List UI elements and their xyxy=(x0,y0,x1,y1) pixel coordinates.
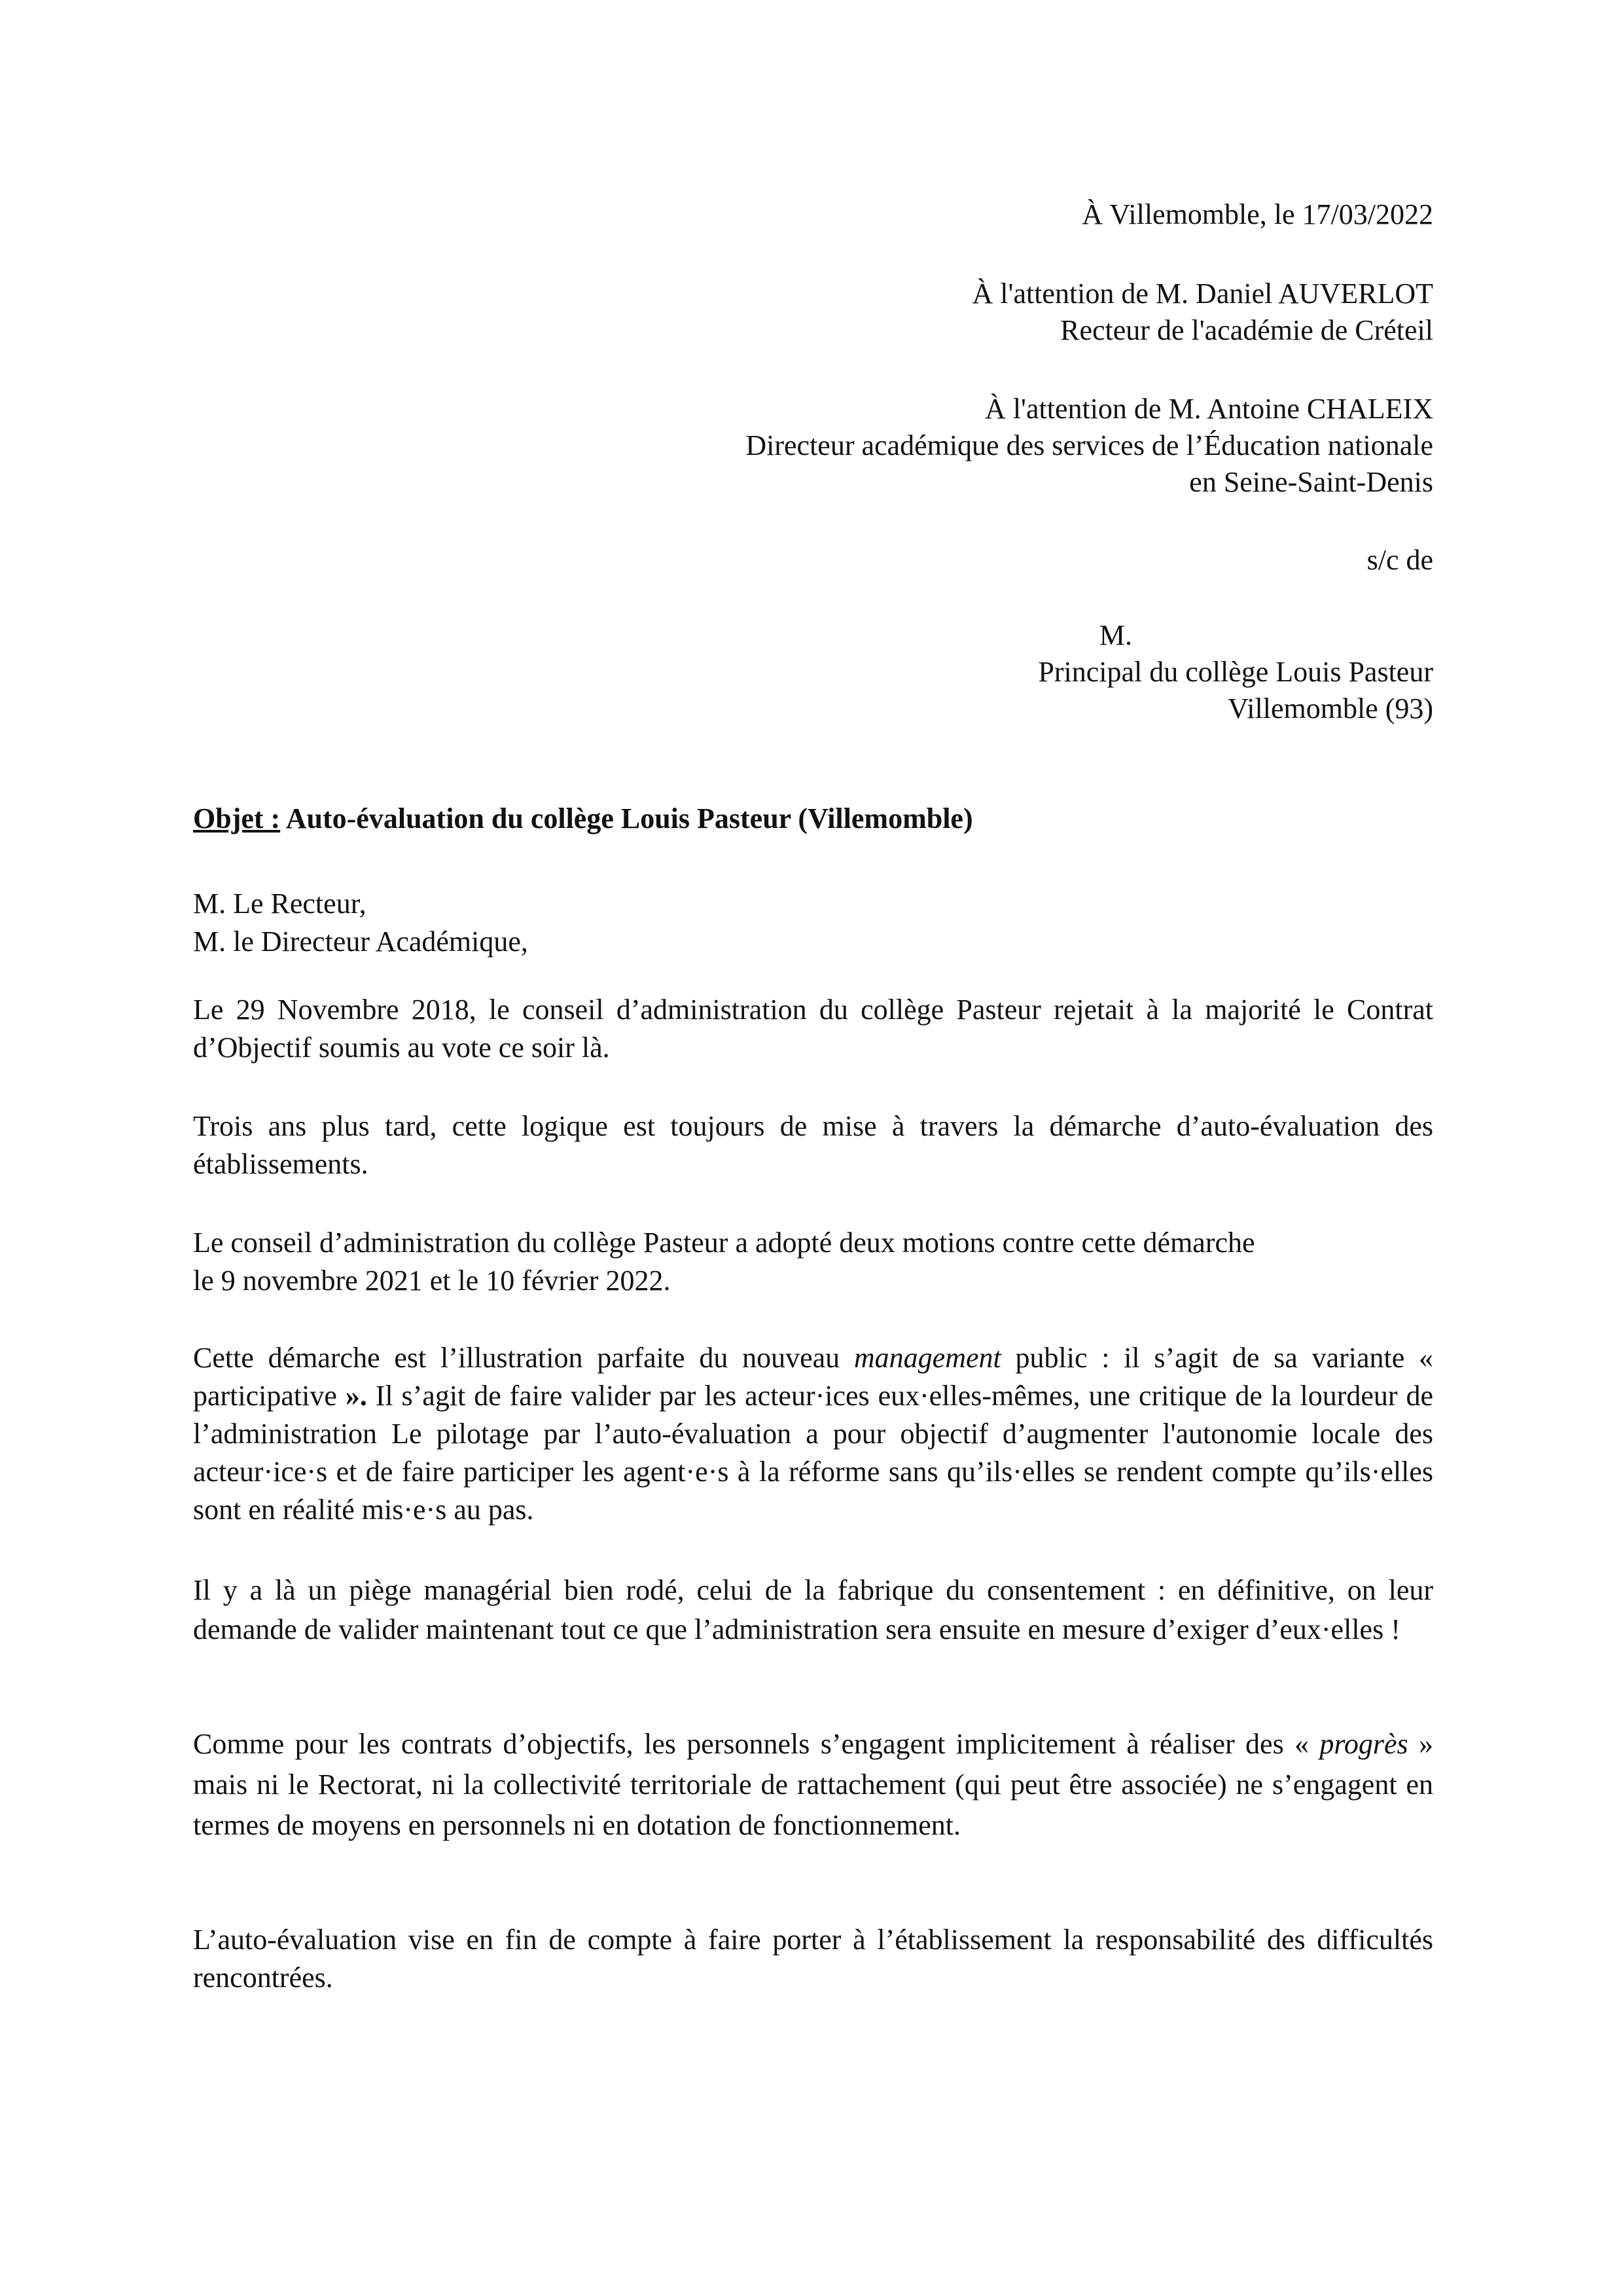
recipient-principal-line2: Principal du collège Louis Pasteur xyxy=(1038,656,1433,688)
paragraph-4-part-c: Il s’agit de faire valider par les acteur·ices eux·elles-mêmes, une critique de la lourdeur de l’administration Le pilotage par l’auto-évaluation a pour objectif d’augmenter l'autonomie locale des acteur·ice·s et de faire participer les agent·e·s à la réforme sans qu’ils·elles se rendent compte qu’ils·elles sont en réalité mis·e·s au pas. xyxy=(193,1380,1433,1526)
recipient-dasen xyxy=(745,391,1433,501)
paragraph-5: Il y a là un piège managérial bien rodé, celui de la fabrique du consentement : en définitive, on leur demande de valider maintenant tout ce que l’administration sera ensuite en mesure d’exiger d’eux·elles ! xyxy=(193,1574,1433,1645)
object-text: Auto-évaluation du collège Louis Pasteur (Villemomble) xyxy=(280,802,973,834)
sc-de xyxy=(1367,542,1433,579)
recipient-dasen-line3: en Seine-Saint-Denis xyxy=(1189,466,1433,498)
recipient-rector xyxy=(972,276,1433,349)
recipient-principal-line3: Villemomble (93) xyxy=(1228,692,1433,725)
paragraph-6-part-b: » mais ni le Rectorat, ni la collectivité territoriale de rattachement (qui peut être associée) ne s’engagent en termes de moyens en personnels ni en dotation de fonctionnement. xyxy=(193,1728,1433,1841)
paragraph-2: Trois ans plus tard, cette logique est toujours de mise à travers la démarche d’auto-évaluation des établissements. xyxy=(193,1110,1433,1180)
object-label: Objet : xyxy=(193,802,281,834)
salutation-line1: M. Le Recteur, xyxy=(193,888,366,920)
paragraph-6-emphasis: progrès xyxy=(1319,1728,1408,1760)
recipient-dasen-line2: Directeur académique des services de l’Éducation nationale xyxy=(745,429,1433,461)
paragraph-7: L’auto-évaluation vise en fin de compte à faire porter à l’établissement la responsabilité des difficultés rencontrées. xyxy=(193,1924,1433,1994)
paragraph-4-part-b: public : il s’agit de sa variante « participative xyxy=(193,1342,1434,1412)
paragraph-4-bold: ». xyxy=(345,1380,367,1412)
salutation xyxy=(193,885,1433,961)
paragraph-4-part-a: Cette démarche est l’illustration parfaite du nouveau xyxy=(193,1342,854,1374)
paragraph-3-line2: le 9 novembre 2021 et le 10 février 2022. xyxy=(193,1265,671,1297)
recipient-principal-line1: M. xyxy=(1099,619,1132,651)
paragraph-4-emphasis: management xyxy=(853,1342,1001,1374)
recipient-rector-line1: À l'attention de M. Daniel AUVERLOT xyxy=(972,278,1433,310)
paragraph-4 xyxy=(193,1339,1433,1529)
place-date xyxy=(1082,196,1433,233)
salutation-line2: M. le Directeur Académique, xyxy=(193,925,528,958)
recipient-dasen-line1: À l'attention de M. Antoine CHALEIX xyxy=(985,393,1433,425)
place-date-text: À Villemomble, le 17/03/2022 xyxy=(1082,198,1433,230)
sc-de-text: s/c de xyxy=(1366,544,1433,576)
recipient-rector-line2: Recteur de l'académie de Créteil xyxy=(1060,314,1433,346)
paragraph-3 xyxy=(193,1224,1433,1300)
paragraph-6-part-a: Comme pour les contrats d’objectifs, les personnels s’engagent implicitement à réaliser des « xyxy=(193,1728,1320,1760)
paragraph-3-line1: Le conseil d’administration du collège Pasteur a adopté deux motions contre cette démarche xyxy=(193,1227,1255,1259)
recipient-principal xyxy=(1038,617,1433,727)
object-line xyxy=(193,800,973,838)
paragraph-1: Le 29 Novembre 2018, le conseil d’administration du collège Pasteur rejetait à la majorité le Contrat d’Objectif soumis au vote ce soir là. xyxy=(193,994,1433,1064)
paragraph-6 xyxy=(193,1724,1433,1846)
